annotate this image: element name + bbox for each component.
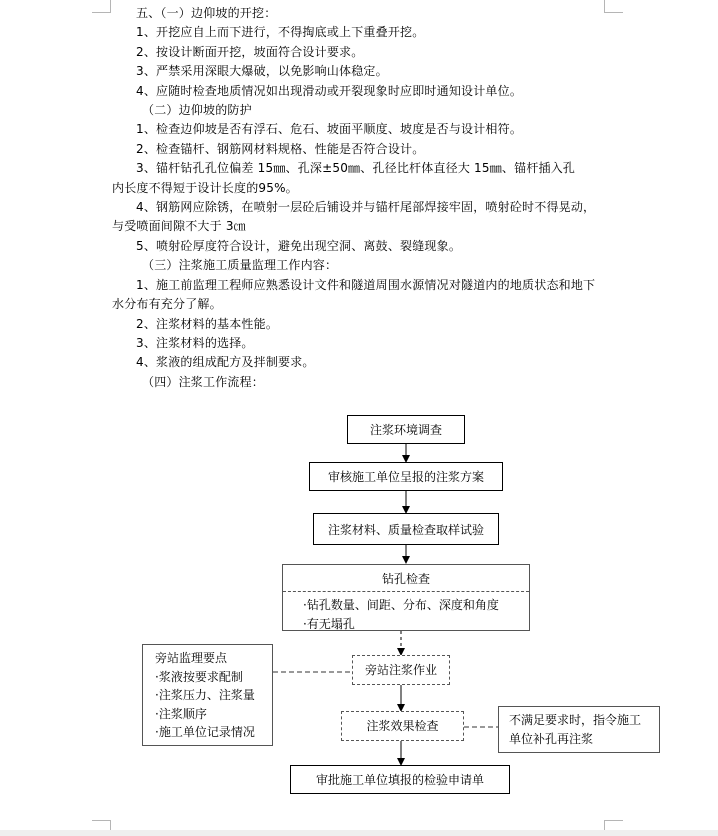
drilling-check-title: 钻孔检查 bbox=[381, 572, 430, 586]
flow-step-environment-survey bbox=[347, 415, 465, 444]
supervision-points-box bbox=[142, 644, 273, 746]
paragraph-line: （二）边仰坡的防护 bbox=[142, 103, 252, 118]
paragraph-line: 水分布有充分了解。 bbox=[112, 297, 222, 312]
page-corner-mark bbox=[92, 0, 111, 13]
drilling-check-list bbox=[303, 596, 499, 633]
flow-step-label: 注浆材料、质量检查取样试验 bbox=[327, 522, 484, 537]
paragraph-line: 4、应随时检查地质情况如出现滑动或开裂现象时应即时通知设计单位。 bbox=[136, 83, 523, 98]
flow-step-label: 审核施工单位呈报的注浆方案 bbox=[327, 470, 484, 484]
flow-step-material-inspection bbox=[313, 513, 499, 545]
paragraph-line: 1、开挖应自上而下进行，不得掏底或上下重叠开挖。 bbox=[136, 25, 425, 40]
paragraph-line: 4、浆液的组成配方及拌制要求。 bbox=[136, 355, 315, 370]
paragraph-line: 五、（一）边仰坡的开挖： bbox=[136, 6, 277, 20]
flow-step-review-plan bbox=[309, 462, 503, 491]
supervision-point-item: ·注浆顺序 bbox=[155, 706, 207, 721]
paragraph-line: 1、施工前监理工程师应熟悉设计文件和隧道周围水源情况对隧道内的地质状态和地下 bbox=[136, 277, 596, 292]
supervision-points-title: 旁站监理要点 bbox=[155, 651, 228, 665]
supervision-point-item: ·浆液按要求配制 bbox=[155, 669, 243, 684]
supervision-point-item: ·施工单位记录情况 bbox=[155, 725, 255, 739]
paragraph-line: 3、注浆材料的选择。 bbox=[136, 335, 254, 350]
paragraph-line: 4、钢筋网应除锈，在喷射一层砼后铺设并与锚杆尾部焊接牢固，喷射砼时不得晃动， bbox=[136, 200, 596, 215]
remediation-note-line: 不满足要求时，指令施工 bbox=[509, 713, 642, 727]
paragraph-line: （四）注浆工作流程： bbox=[142, 374, 265, 389]
paragraph-line: 2、检查锚杆、钢筋网材料规格、性能是否符合设计。 bbox=[136, 141, 425, 156]
document-body bbox=[112, 4, 612, 392]
paragraph-line: 2、注浆材料的基本性能。 bbox=[136, 316, 279, 331]
flow-step-grouting-supervision bbox=[352, 655, 450, 685]
drilling-check-item: ·钻孔数量、间距、分布、深度和角度 bbox=[303, 598, 499, 612]
supervision-point-item: ·注浆压力、注浆量 bbox=[155, 688, 255, 702]
paragraph-line: 内长度不得短于设计长度的95%。 bbox=[112, 180, 298, 195]
paragraph-line: 与受喷面间隙不大于 3㎝ bbox=[112, 219, 246, 234]
paragraph-line: 2、按设计断面开挖，坡面符合设计要求。 bbox=[136, 44, 364, 59]
flow-step-approve-inspection-request bbox=[290, 765, 510, 794]
remediation-note-line: 单位补孔再注浆 bbox=[509, 731, 594, 746]
drilling-check-item: ·有无塌孔 bbox=[303, 616, 355, 631]
paragraph-line: 3、严禁采用深眼大爆破，以免影响山体稳定。 bbox=[136, 64, 388, 79]
flow-step-label: 注浆效果检查 bbox=[366, 718, 439, 733]
paragraph-line: （三）注浆施工质量监理工作内容： bbox=[142, 258, 338, 273]
remediation-note-box bbox=[498, 706, 660, 753]
page-bottom-edge bbox=[0, 830, 718, 836]
paragraph-line: 3、锚杆钻孔孔位偏差 15㎜、孔深±50㎜、孔径比杆体直径大 15㎜、锚杆插入孔 bbox=[136, 161, 576, 176]
flow-step-label: 旁站注浆作业 bbox=[364, 662, 437, 677]
drilling-check-divider bbox=[283, 591, 529, 592]
flow-step-drilling-check bbox=[282, 564, 530, 631]
flow-step-label: 审批施工单位填报的检验申请单 bbox=[315, 773, 484, 787]
paragraph-line: 5、喷射砼厚度符合设计，避免出现空洞、离鼓、裂缝现象。 bbox=[136, 238, 462, 253]
flow-step-grouting-effect-check bbox=[341, 711, 464, 741]
paragraph-line: 1、检查边仰坡是否有浮石、危石、坡面平顺度、坡度是否与设计相符。 bbox=[136, 122, 523, 137]
flow-step-label: 注浆环境调查 bbox=[369, 423, 442, 437]
